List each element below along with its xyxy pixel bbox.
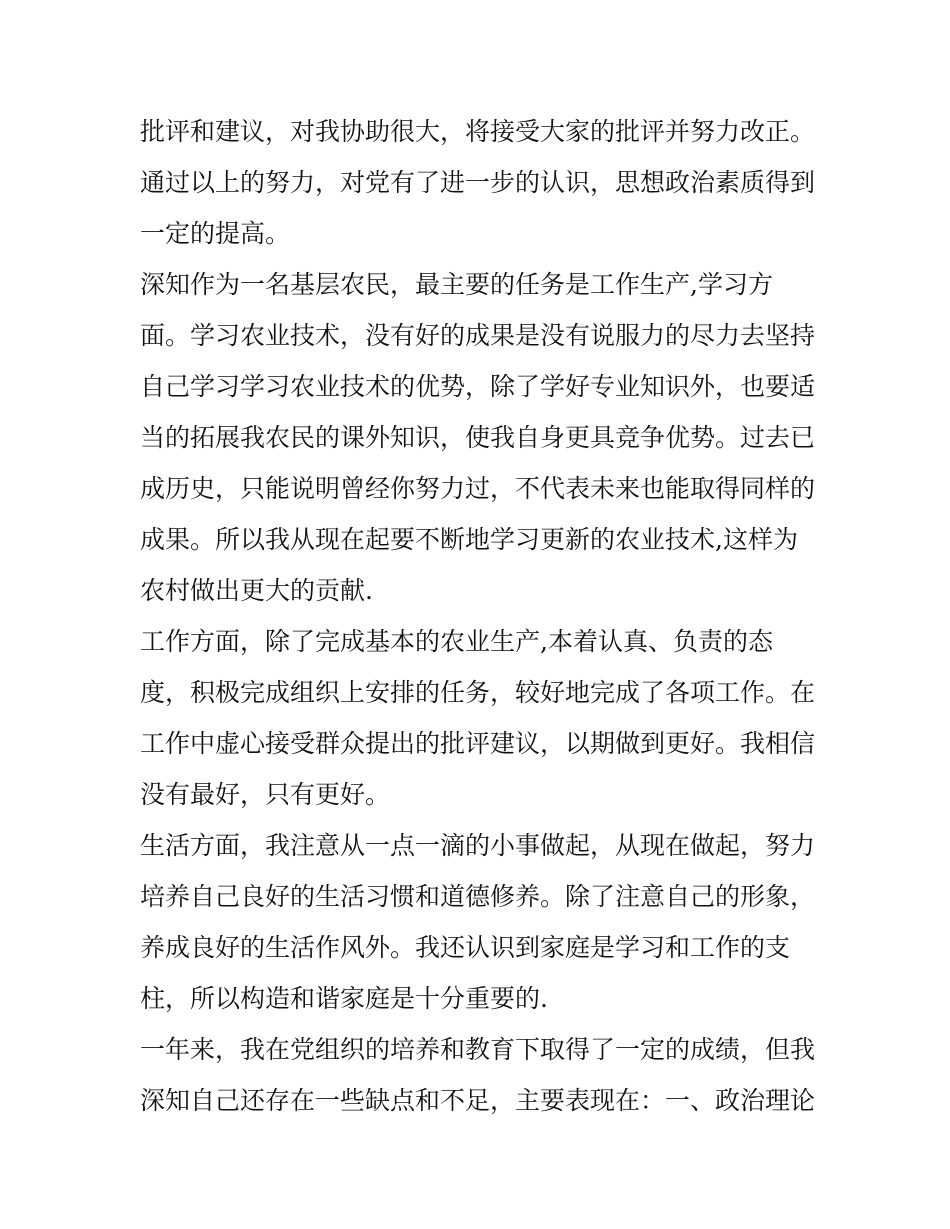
text-line: 度，积极完成组织上安排的任务，较好地完成了各项工作。在 (140, 678, 816, 707)
text-line: 没有最好，只有更好。 (140, 780, 391, 809)
text-line: 培养自己良好的生活习惯和道德修养。除了注意自己的形象， (140, 882, 816, 911)
text-line: 深知作为一名基层农民，最主要的任务是工作生产,学习方 (140, 270, 773, 299)
text-line: 通过以上的努力，对党有了进一步的认识，思想政治素质得到 (140, 168, 816, 197)
text-line: 面。学习农业技术，没有好的成果是没有说服力的尽力去坚持 (140, 321, 816, 350)
document-body (140, 106, 820, 1126)
text-line: 一年来，我在党组织的培养和教育下取得了一定的成绩，但我 (140, 1035, 816, 1064)
text-line: 农村做出更大的贡献. (140, 576, 373, 605)
text-line: 工作方面，除了完成基本的农业生产,本着认真、负责的态 (140, 627, 773, 656)
text-line: 养成良好的生活作风外。我还认识到家庭是学习和工作的支 (140, 933, 791, 962)
text-line: 生活方面，我注意从一点一滴的小事做起，从现在做起，努力 (140, 831, 816, 860)
text-line: 批评和建议，对我协助很大，将接受大家的批评并努力改正。 (140, 117, 816, 146)
text-line: 成果。所以我从现在起要不断地学习更新的农业技术,这样为 (140, 525, 798, 554)
text-line: 深知自己还存在一些缺点和不足，主要表现在：一、政治理论 (140, 1086, 816, 1115)
text-line: 当的拓展我农民的课外知识，使我自身更具竞争优势。过去已 (140, 423, 816, 452)
text-line: 工作中虚心接受群众提出的批评建议，以期做到更好。我相信 (140, 729, 816, 758)
text-line: 柱，所以构造和谐家庭是十分重要的. (140, 984, 548, 1013)
text-line: 成历史，只能说明曾经你努力过，不代表未来也能取得同样的 (140, 474, 816, 503)
text-line: 一定的提高。 (140, 219, 291, 248)
text-line: 自己学习学习农业技术的优势，除了学好专业知识外，也要适 (140, 372, 816, 401)
